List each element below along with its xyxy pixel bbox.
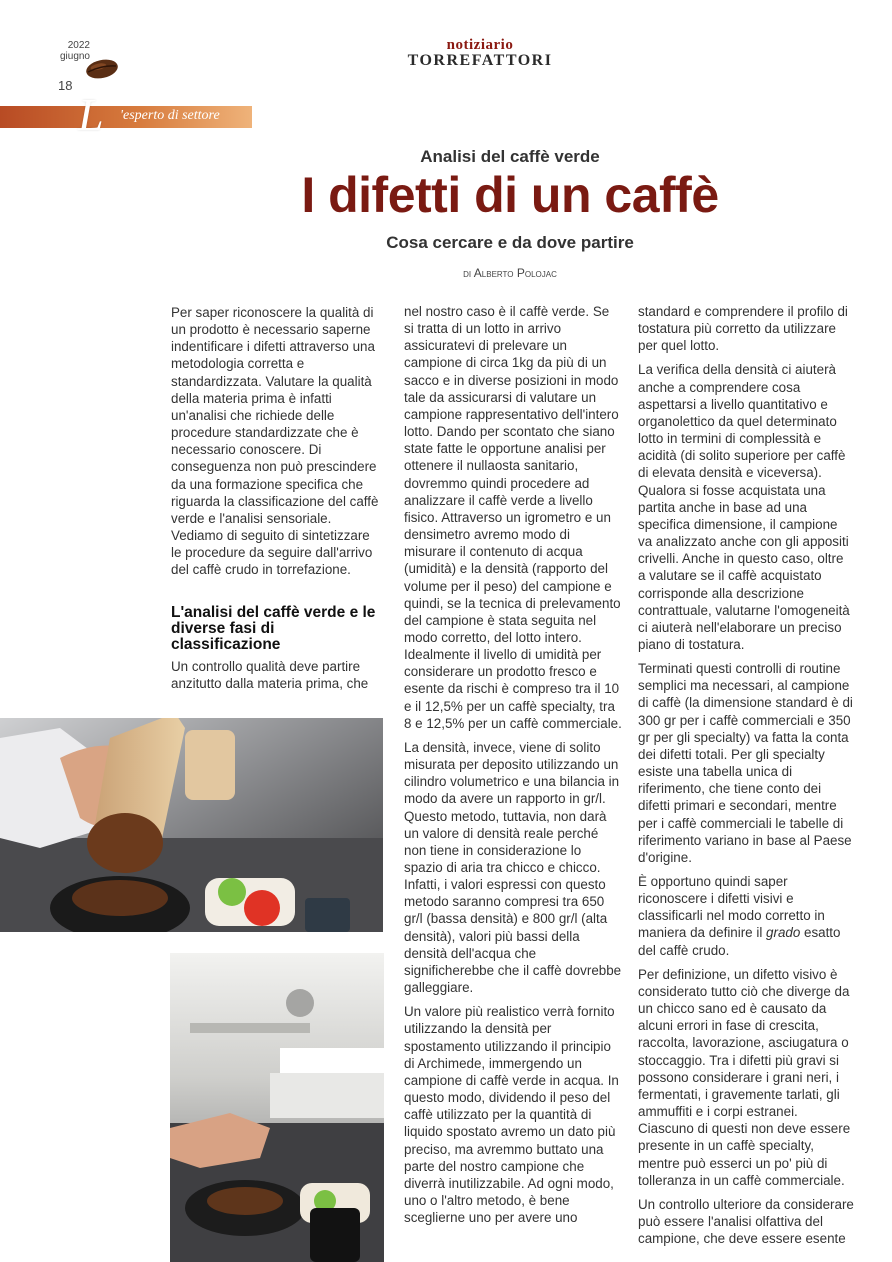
- magazine-logo: [380, 38, 580, 69]
- photo-coffee-analysis: [170, 953, 384, 1262]
- paragraph: Per definizione, un difetto visivo è considerato tutto ciò che diverge da un chicco sano ed è causato da alcuni errori in fase di crescita, raccolta, lavorazione, asciugatura o stoccaggio. Tra i difetti più gravi si possono considerare i grani neri, i fermentati, i gravemente tarlati, gli ammuffiti e i corpi estranei. Ciascuno di questi non deve essere presente in un caffè specialty, mentre può esserci un po' più di tolleranza in un caffè commerciale.: [638, 966, 851, 1188]
- article-title: I difetti di un caffè: [301, 167, 719, 223]
- section-label: 'esperto di settore: [120, 108, 220, 123]
- page-number: 18: [58, 78, 73, 93]
- article-subtitle: Cosa cercare e da dove partire: [386, 233, 634, 252]
- paragraph: [638, 873, 854, 959]
- text-run: esatto del caffè crudo.: [638, 925, 841, 958]
- section-initial: L: [78, 89, 104, 140]
- magazine-logo-small: notiziario: [446, 37, 514, 53]
- paragraph: Terminati questi controlli di routine semplici ma necessari, al campione di caffè (la dimensione standard è di 300 gr per i caffè commerciali e 350 gr per gli specialty) va fatta la conta dei difetti totali. Per gli specialty esiste una tabella unica di riferimento, che tiene conto dei difetti primari e secondari, mentre per i caffè commerciali le tabelle di riferimento variano in base al Paese d'origine.: [638, 661, 853, 865]
- text-run: È opportuno quindi saper riconoscere i difetti visivi e classificarli nel modo corretto in maniera da definire il: [638, 874, 825, 941]
- paragraph: Un controllo qualità deve partire anzitutto dalla materia prima, che: [171, 658, 369, 691]
- magazine-logo-big: TORREFATTORI: [407, 52, 553, 69]
- article-byline: di Alberto Polojac: [463, 266, 557, 280]
- paragraph: La densità, invece, viene di solito misurata per deposito utilizzando un cilindro volumetrico e una bilancia in modo da avere un rapporto in gr/l. Questo metodo, tuttavia, non darà un valore di densità reale perché non tiene in considerazione lo spazio di aria tra chicco e chicco. Infatti, i valori espressi con questo metodo saranno compresi tra 650 gr/l (bassa densità) e 800 gr/l (alta densità), valori più bassi della densità dell'acqua che significherebbe che il caffè dovrebbe galleggiare.: [404, 739, 622, 996]
- column-1: [171, 304, 383, 692]
- paragraph: Un controllo ulteriore da considerare può essere l'analisi olfattiva del campione, che deve essere esente: [638, 1196, 854, 1247]
- article-kicker: Analisi del caffè verde: [420, 147, 600, 166]
- column-3: [638, 303, 854, 1254]
- column-2: [404, 303, 622, 1233]
- photo-coffee-scoop: [0, 718, 383, 932]
- paragraph: La verifica della densità ci aiuterà anche a comprendere cosa aspettarsi a livello quantitativo e organolettico da quel determinato lotto in termini di complessità e acidità (di solito superiore per caffè di elevata densità e viceversa). Qualora si fosse acquistata una partita anche in base ad una specifica dimensione, il campione va analizzato anche con gli appositi crivelli. Anche in questo caso, oltre a valutare se il caffè acquistato corrisponde alla descrizione contrattuale, valutarne l'omogeneità ci aiuterà nell'elaborare un preciso piano di tostatura.: [638, 362, 850, 652]
- issue-month: giugno: [59, 51, 90, 62]
- paragraph: Un valore più realistico verrà fornito utilizzando la densità per spostamento utilizzando il principio di Archimede, immergendo un campione di caffè verde in acqua. In questo modo, dividendo il peso del caffè utilizzato per la quantità di liquido spostato avremo un dato più preciso, ma avremmo buttato una parte del nostro campione che diverrà inutilizzabile. Ad ogni modo, uno o l'altro metodo, è bene sceglierne uno per avere uno: [404, 1004, 619, 1226]
- paragraph: nel nostro caso è il caffè verde. Se si tratta di un lotto in arrivo assicuratevi di prelevare un campione di circa 1kg da più di un sacco e in diverse posizioni in modo tale da assicurarsi di valutare un campione rappresentativo dell'intero lotto. Dando per scontato che siano state fatte le opportune analisi per ottenere il nullaosta sanitario, dovremmo quindi procedere ad analizzare il caffè verde a livello fisico. Attraverso un igrometro e un densimetro avremo modo di misurare il contenuto di acqua (umidità) e la densità (rapporto del volume per il peso) del campione e quindi, se la tecnica di prelevamento del campione è stata seguita nel modo corretto, del lotto intero. Idealmente il livello di umidità per considerare un prodotto fresco e esente da rischi è compreso tra il 10 e il 12,5% per un caffè specialty, tra 8 e 12,5% per un caffè commerciale.: [404, 304, 622, 731]
- emphasis-grado: grado: [766, 925, 801, 941]
- paragraph: standard e comprendere il profilo di tostatura più corretto da utilizzare per quel lotto.: [638, 304, 848, 354]
- issue-year: 2022: [67, 40, 90, 51]
- section-heading: L'analisi del caffè verde e le diverse fasi di classificazione: [171, 603, 376, 653]
- paragraph: Per saper riconoscere la qualità di un prodotto è necessario saperne indentificare i difetti attraverso una metodologia corretta e standardizzata. Valutare la qualità della materia prima è infatti un'analisi che richiede delle procedure standardizzate che è necessario conoscere. Di conseguenza non può prescindere da una formazione specifica che riguarda la classificazione del caffè verde e l'analisi sensoriale. Vediamo di seguito di sintetizzare le procedure da seguire dall'arrivo del caffè crudo in torrefazione.: [171, 305, 379, 578]
- coffee-bean-icon: [84, 57, 120, 81]
